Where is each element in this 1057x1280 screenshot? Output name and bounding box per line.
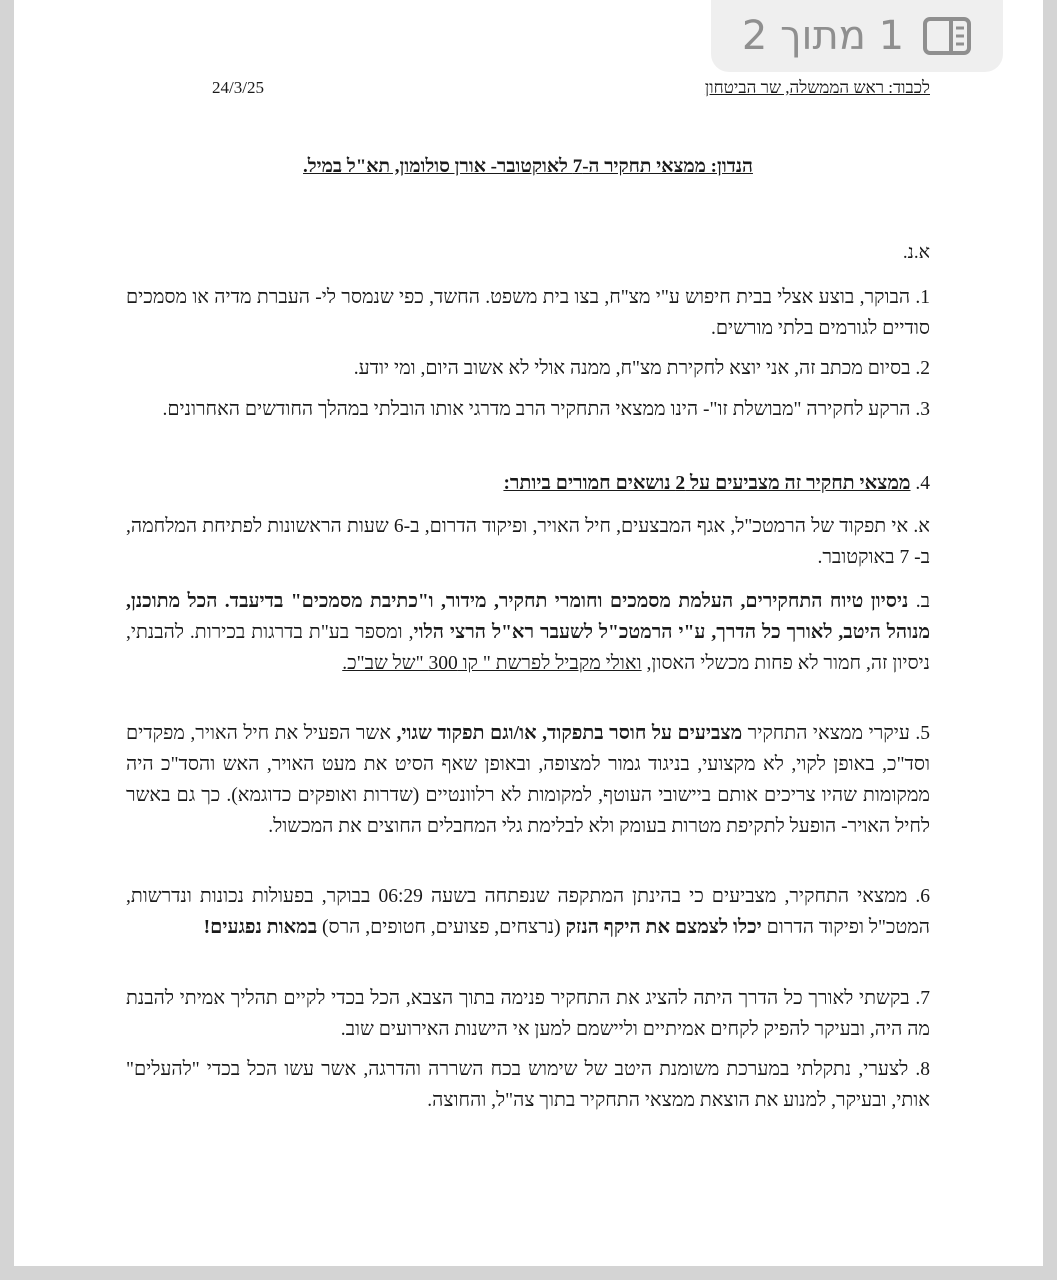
paragraph-a: א. אי תפקוד של הרמטכ"ל, אגף המבצעים, חיל האויר, ופיקוד הדרום, ב-6 שעות הראשונות לפתיחת המלחמה, ב- 7 באוקטובר. — [126, 516, 930, 568]
paragraph-6 — [126, 881, 930, 943]
page-indicator[interactable] — [711, 0, 1003, 72]
greeting: א.נ. — [902, 242, 930, 263]
paragraph-6-start: 6. ממצאי התחקיר, מצביעים כי בהינתן המתקפה שנפתחה בשעה 06:29 בבוקר, בפעולות נכונות ונדרשות, המטכ"ל ופיקוד הדרום — [126, 886, 930, 938]
paragraph-5-rest: אשר הפעיל את חיל האויר, מפקדים וסד"כ, באופן לקוי, לא מקצועי, בניגוד גמור למצופה, ובאופן שאף הסיט את מעט האויר, האש והסד"כ היה ממקומות שהיו צריכים אותם ביישובי העוטף, למקומות לא רלוונטיים (שדרות ואופקים כדוגמא). כך גם באשר לחיל האויר- הופעל לתקיפת מטרות בעומק ולא לבלימת גלי המחבלים החוצים את המכשול. — [126, 723, 930, 837]
paragraph-b-bold: ניסיון טיוח התחקירים, העלמת מסמכים וחומרי תחקיר, מידור, ו"כתיבת מסמכים" בדיעבד. הכל מתוכנן, מנוהל היטב, לאורך כל הדרך, ע"י הרמטכ"ל לשעבר רא"ל הרצי הלוי — [126, 591, 930, 643]
letter-subject: הנדון: ממצאי תחקיר ה-7 לאוקטובר- אורן סולומון, תא"ל במיל. — [303, 156, 753, 177]
letter-header — [126, 78, 930, 102]
paragraph-5-start: 5. עיקרי ממצאי התחקיר — [742, 723, 930, 744]
letter-date: 24/3/25 — [212, 78, 264, 97]
paragraph-6-middle: (נרצחים, פצועים, חטופים, הרס) — [317, 917, 566, 938]
paragraph-b-underlined: ואולי מקביל לפרשת " קו 300 "של שב"כ. — [342, 653, 642, 674]
paragraph-4-number: 4. — [910, 473, 930, 494]
paragraph-b-letter: ב. — [908, 591, 930, 612]
paragraph-4 — [126, 468, 930, 499]
paragraph-8: 8. לצערי, נתקלתי במערכת משומנת היטב של שימוש בכח השררה והדרגה, אשר עשו הכל בכדי "להעלים" אותי, ובעיקר, למנוע את הוצאת ממצאי התחקיר בתוך צה"ל, והחוצה. — [126, 1059, 930, 1111]
paragraph-b — [126, 586, 930, 679]
paragraph-4-heading: ממצאי תחקיר זה מצביעים על 2 נושאים חמורים ביותר: — [503, 473, 911, 494]
recipient-line: לכבוד: ראש הממשלה, שר הביטחון — [704, 78, 930, 97]
paragraph-1: 1. הבוקר, בוצע אצלי בבית חיפוש ע"י מצ"ח, בצו בית משפט. החשד, כפי שנמסר לי- העברת מדיה או מסמכים סודיים לגורמים בלתי מורשים. — [126, 287, 930, 339]
paragraph-2: 2. בסיום מכתב זה, אני יוצא לחקירת מצ"ח, ממנה אולי לא אשוב היום, ומי יודע. — [353, 358, 930, 379]
paragraph-6-bold-1: יכלו לצמצם את היקף הנזק — [565, 917, 762, 938]
page-layout-icon — [922, 16, 972, 56]
paragraph-3: 3. הרקע לחקירה "מבושלת זו"- הינו ממצאי התחקיר הרב מדרגי אותו הובלתי במהלך החודשים האחרונים. — [162, 399, 930, 420]
paragraph-7: 7. בקשתי לאורך כל הדרך היתה להציג את התחקיר פנימה בתוך הצבא, הכל בכדי לקיים תהליך אמיתי להבנת מה היה, ובעיקר להפיק לקחים אמיתיים וליישמם למען אי הישנות האירועים שוב. — [126, 988, 930, 1040]
paragraph-5 — [126, 718, 930, 842]
paragraph-6-bold-2: במאות נפגעים! — [203, 917, 318, 938]
paragraph-5-bold: מצביעים על חוסר בתפקוד, או/וגם תפקוד שגוי, — [396, 723, 743, 744]
page-indicator-text: 1 מתוך 2 — [741, 13, 905, 59]
paragraph-b-text: , ומספר בע"ת בדרגות בכירות. להבנתי, ניסיון זה, חמור לא פחות מכשלי האסון, — [126, 622, 930, 674]
